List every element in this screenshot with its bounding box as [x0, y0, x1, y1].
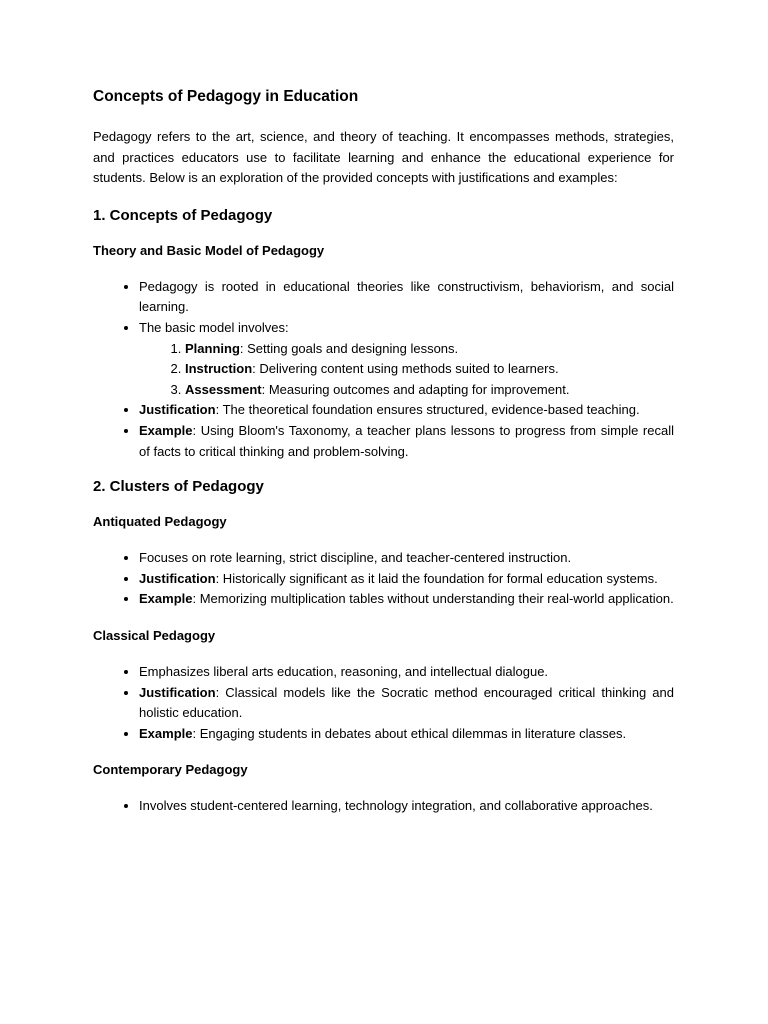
model-step [185, 359, 674, 380]
section-2-heading: 2. Clusters of Pedagogy [93, 478, 264, 496]
step-label: Assessment [185, 381, 262, 397]
step-label: Instruction [185, 361, 253, 377]
justification-label: Justification [139, 402, 216, 418]
list-item [139, 569, 674, 590]
section-1-heading: 1. Concepts of Pedagogy [93, 206, 273, 224]
list-item [139, 662, 674, 683]
list-item [139, 400, 674, 421]
section-1-subheading: Theory and Basic Model of Pedagogy [93, 242, 325, 258]
justification-label: Justification [139, 684, 216, 700]
list-item-text: Emphasizes liberal arts education, reasoning, and intellectual dialogue. [139, 663, 549, 679]
step-text: : Setting goals and designing lessons. [239, 340, 459, 356]
justification-text: : Historically significant as it laid the foundation for formal education systems. [215, 570, 658, 586]
section-1-list [93, 277, 674, 462]
antiquated-list [93, 548, 674, 610]
example-text: : Engaging students in debates about ethical dilemmas in literature classes. [192, 725, 627, 741]
justification-text: : Classical models like the Socratic method encouraged critical thinking and holistic education. [139, 684, 674, 721]
list-item-text: Pedagogy is rooted in educational theories like constructivism, behaviorism, and social learning. [139, 278, 674, 315]
list-item [139, 421, 674, 462]
list-item [139, 589, 674, 610]
page-title: Concepts of Pedagogy in Education [93, 88, 359, 105]
list-item [139, 548, 674, 569]
list-item [139, 724, 674, 745]
contemporary-subheading: Contemporary Pedagogy [93, 762, 248, 778]
step-label: Planning [185, 340, 240, 356]
antiquated-subheading: Antiquated Pedagogy [93, 514, 227, 530]
model-step [185, 339, 674, 360]
example-label: Example [139, 591, 193, 607]
example-label: Example [139, 725, 193, 741]
model-step [185, 380, 674, 401]
model-steps-list [139, 339, 674, 401]
list-item [139, 683, 674, 724]
example-text: : Memorizing multiplication tables without understanding their real-world application. [192, 591, 674, 607]
classical-list [93, 662, 674, 744]
justification-text: : The theoretical foundation ensures structured, evidence-based teaching. [215, 402, 640, 418]
list-item [139, 318, 674, 400]
intro-paragraph: Pedagogy refers to the art, science, and theory of teaching. It encompasses methods, strategies, and practices educators use to facilitate learning and enhance the educational experience for students. Below is an exploration of the provided concepts with justifications and examples: [93, 129, 674, 186]
step-text: : Measuring outcomes and adapting for improvement. [261, 381, 570, 397]
list-item-text: Focuses on rote learning, strict discipline, and teacher-centered instruction. [139, 550, 572, 566]
contemporary-list [93, 796, 674, 817]
list-item [139, 277, 674, 318]
list-item [139, 796, 674, 817]
example-text: : Using Bloom's Taxonomy, a teacher plans lessons to progress from simple recall of facts to critical thinking and problem-solving. [139, 422, 674, 459]
step-text: : Delivering content using methods suited to learners. [252, 361, 559, 377]
justification-label: Justification [139, 570, 216, 586]
list-item-text: Involves student-centered learning, technology integration, and collaborative approaches. [139, 798, 653, 814]
classical-subheading: Classical Pedagogy [93, 627, 216, 643]
example-label: Example [139, 422, 193, 438]
list-item-text: The basic model involves: [139, 319, 289, 335]
